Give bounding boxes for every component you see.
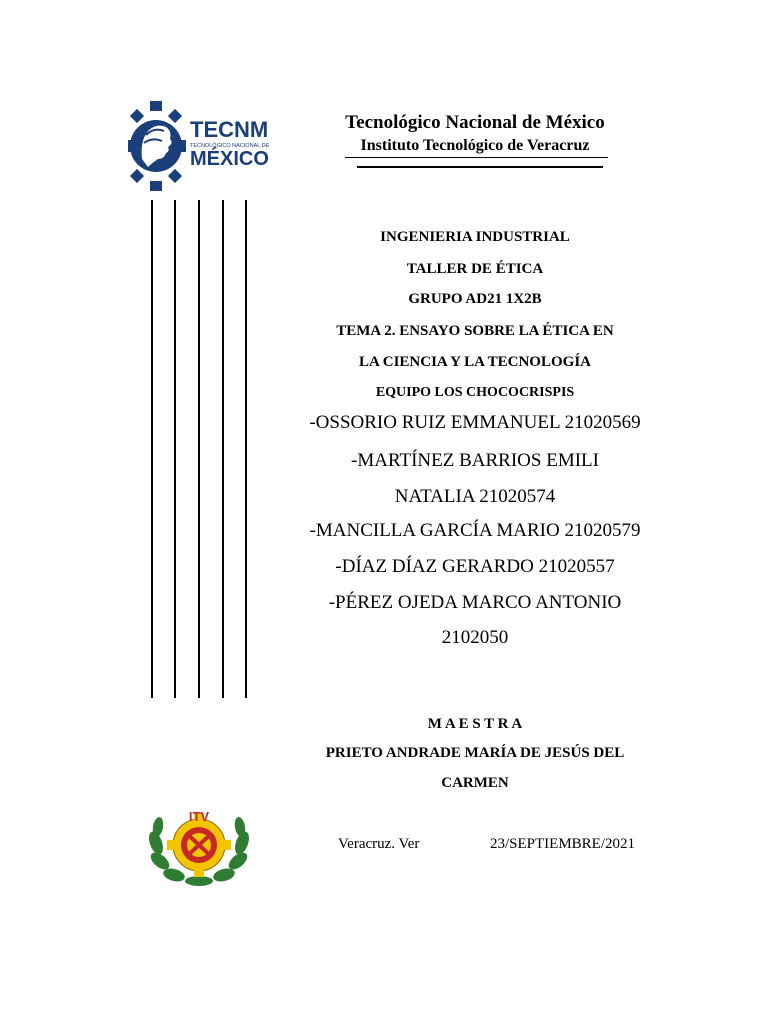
vertical-rule xyxy=(198,200,200,698)
team-name: EQUIPO LOS CHOCOCRISPIS xyxy=(375,385,575,400)
vertical-rule xyxy=(245,200,247,698)
member-line: -MARTÍNEZ BARRIOS EMILI xyxy=(351,450,599,471)
teacher-name-line-1: PRIETO ANDRADE MARÍA DE JESÚS DEL xyxy=(325,745,625,761)
itv-logo-text: ITV xyxy=(188,809,210,824)
campus-subtitle: Instituto Tecnológico de Veracruz xyxy=(360,137,590,154)
teacher-label: M A E S T R A xyxy=(427,716,523,732)
member-line: -PÉREZ OJEDA MARCO ANTONIO xyxy=(328,592,622,613)
group: GRUPO AD21 1X2B xyxy=(408,291,542,307)
member-line: -DÍAZ DÍAZ GERARDO 21020557 xyxy=(335,556,615,577)
topic-line-2: LA CIENCIA Y LA TECNOLOGÍA xyxy=(358,354,591,370)
header-rule xyxy=(357,166,603,168)
topic-line-1: TEMA 2. ENSAYO SOBRE LA ÉTICA EN xyxy=(336,323,614,339)
vertical-rule xyxy=(151,200,153,698)
subject: TALLER DE ÉTICA xyxy=(406,261,544,277)
tecnm-logo xyxy=(128,101,271,191)
tecnm-logo-line2: TECNOLÓGICO NACIONAL DE xyxy=(190,143,270,149)
institution-title: Tecnológico Nacional de México xyxy=(345,112,605,133)
tecnm-logo-line1: TECNM xyxy=(190,117,269,142)
vertical-rule xyxy=(222,200,224,698)
footer-date: 23/SEPTIEMBRE/2021 xyxy=(490,836,636,852)
campus-underline xyxy=(345,157,608,158)
vertical-rule xyxy=(174,200,176,698)
member-line: NATALIA 21020574 xyxy=(394,486,556,507)
career: INGENIERIA INDUSTRIAL xyxy=(380,229,570,245)
tecnm-logo-line3: MÉXICO xyxy=(190,148,269,170)
member-line: 2102050 xyxy=(441,627,509,648)
member-line: -OSSORIO RUIZ EMMANUEL 21020569 xyxy=(309,412,641,433)
teacher-name-line-2: CARMEN xyxy=(441,775,509,791)
member-line: -MANCILLA GARCÍA MARIO 21020579 xyxy=(309,520,641,541)
itv-logo xyxy=(146,803,252,887)
footer-place: Veracruz. Ver xyxy=(338,836,420,852)
